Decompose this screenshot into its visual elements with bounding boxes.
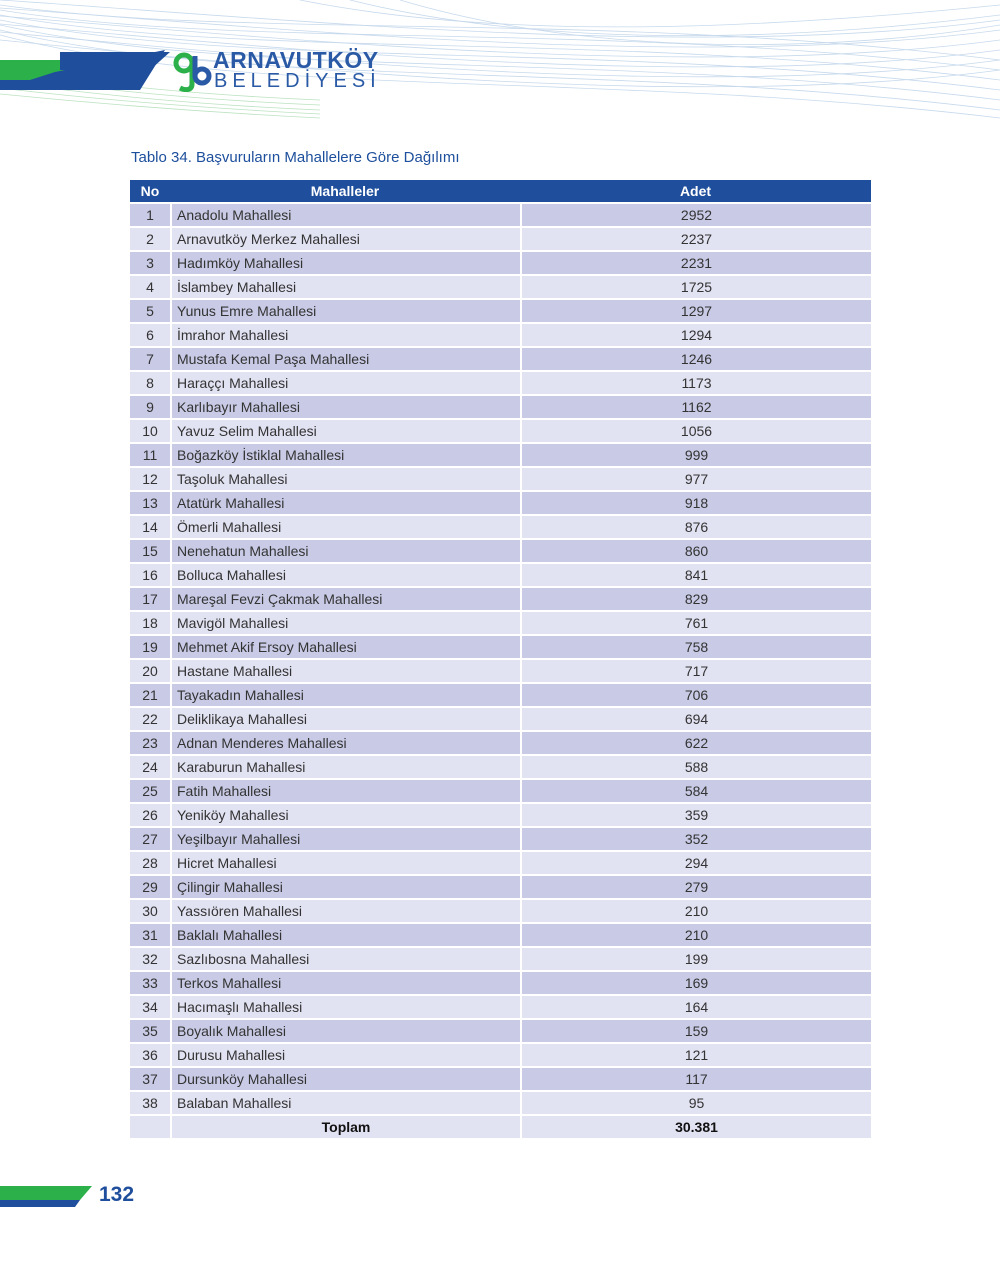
table-row xyxy=(130,442,871,466)
table-row xyxy=(130,946,871,970)
row-number: 25 xyxy=(130,778,170,802)
application-count: 352 xyxy=(520,826,871,850)
application-count: 758 xyxy=(520,634,871,658)
neighborhood-table xyxy=(130,180,871,1138)
row-number: 17 xyxy=(130,586,170,610)
row-number: 5 xyxy=(130,298,170,322)
logo-subtitle: BELEDİYESİ xyxy=(214,70,381,92)
table-row xyxy=(130,1018,871,1042)
table-caption: Tablo 34. Başvuruların Mahallelere Göre Dağılımı xyxy=(131,149,460,166)
table-row xyxy=(130,730,871,754)
row-number: 9 xyxy=(130,394,170,418)
logo-name: ARNAVUTKÖY xyxy=(213,47,379,73)
row-number: 13 xyxy=(130,490,170,514)
application-count: 164 xyxy=(520,994,871,1018)
row-number: 37 xyxy=(130,1066,170,1090)
neighborhood-name: Karaburun Mahallesi xyxy=(170,754,520,778)
row-number: 33 xyxy=(130,970,170,994)
neighborhood-name: Çilingir Mahallesi xyxy=(170,874,520,898)
row-number: 34 xyxy=(130,994,170,1018)
table-row xyxy=(130,994,871,1018)
neighborhood-name: Yassıören Mahallesi xyxy=(170,898,520,922)
table-header-row xyxy=(130,180,871,202)
neighborhood-name: Baklalı Mahallesi xyxy=(170,922,520,946)
neighborhood-name: Boğazköy İstiklal Mahallesi xyxy=(170,442,520,466)
row-number: 21 xyxy=(130,682,170,706)
application-count: 210 xyxy=(520,898,871,922)
table-row xyxy=(130,682,871,706)
row-number: 28 xyxy=(130,850,170,874)
footer-stripes xyxy=(0,1186,95,1208)
header-neighborhoods: Mahalleler xyxy=(170,180,520,202)
table-row xyxy=(130,322,871,346)
row-number: 26 xyxy=(130,802,170,826)
row-number: 15 xyxy=(130,538,170,562)
neighborhood-name: Balaban Mahallesi xyxy=(170,1090,520,1114)
application-count: 876 xyxy=(520,514,871,538)
application-count: 841 xyxy=(520,562,871,586)
neighborhood-name: Ömerli Mahallesi xyxy=(170,514,520,538)
neighborhood-name: Adnan Menderes Mahallesi xyxy=(170,730,520,754)
application-count: 2952 xyxy=(520,202,871,226)
table-row xyxy=(130,1090,871,1114)
neighborhood-name: Mehmet Akif Ersoy Mahallesi xyxy=(170,634,520,658)
row-number: 27 xyxy=(130,826,170,850)
neighborhood-name: Boyalık Mahallesi xyxy=(170,1018,520,1042)
neighborhood-name: Dursunköy Mahallesi xyxy=(170,1066,520,1090)
row-number: 1 xyxy=(130,202,170,226)
neighborhood-name: Atatürk Mahallesi xyxy=(170,490,520,514)
neighborhood-name: Karlıbayır Mahallesi xyxy=(170,394,520,418)
row-number: 3 xyxy=(130,250,170,274)
neighborhood-name: Mavigöl Mahallesi xyxy=(170,610,520,634)
application-count: 706 xyxy=(520,682,871,706)
neighborhood-name: Fatih Mahallesi xyxy=(170,778,520,802)
application-count: 169 xyxy=(520,970,871,994)
row-number: 16 xyxy=(130,562,170,586)
neighborhood-name: Deliklikaya Mahallesi xyxy=(170,706,520,730)
table-row xyxy=(130,370,871,394)
row-number: 12 xyxy=(130,466,170,490)
row-number: 35 xyxy=(130,1018,170,1042)
table-row xyxy=(130,250,871,274)
table-row xyxy=(130,538,871,562)
table-row xyxy=(130,754,871,778)
row-number: 38 xyxy=(130,1090,170,1114)
application-count: 761 xyxy=(520,610,871,634)
neighborhood-name: Nenehatun Mahallesi xyxy=(170,538,520,562)
neighborhood-name: Hadımköy Mahallesi xyxy=(170,250,520,274)
neighborhood-name: Hacımaşlı Mahallesi xyxy=(170,994,520,1018)
table-row xyxy=(130,466,871,490)
total-row xyxy=(130,1114,871,1138)
application-count: 918 xyxy=(520,490,871,514)
row-number: 36 xyxy=(130,1042,170,1066)
row-number: 8 xyxy=(130,370,170,394)
total-value: 30.381 xyxy=(520,1114,871,1138)
application-count: 588 xyxy=(520,754,871,778)
application-count: 977 xyxy=(520,466,871,490)
application-count: 1246 xyxy=(520,346,871,370)
table-row xyxy=(130,1042,871,1066)
application-count: 95 xyxy=(520,1090,871,1114)
neighborhood-name: Hicret Mahallesi xyxy=(170,850,520,874)
neighborhood-name: Yeşilbayır Mahallesi xyxy=(170,826,520,850)
table-row xyxy=(130,346,871,370)
neighborhood-name: Arnavutköy Merkez Mahallesi xyxy=(170,226,520,250)
table-row xyxy=(130,514,871,538)
total-no-cell xyxy=(130,1114,170,1138)
table-row xyxy=(130,1066,871,1090)
neighborhood-name: Bolluca Mahallesi xyxy=(170,562,520,586)
row-number: 6 xyxy=(130,322,170,346)
table-row xyxy=(130,634,871,658)
table-row xyxy=(130,562,871,586)
neighborhood-name: Taşoluk Mahallesi xyxy=(170,466,520,490)
row-number: 20 xyxy=(130,658,170,682)
row-number: 24 xyxy=(130,754,170,778)
table-row xyxy=(130,298,871,322)
row-number: 11 xyxy=(130,442,170,466)
table-row xyxy=(130,394,871,418)
neighborhood-name: Anadolu Mahallesi xyxy=(170,202,520,226)
application-count: 1162 xyxy=(520,394,871,418)
application-count: 2237 xyxy=(520,226,871,250)
application-count: 1294 xyxy=(520,322,871,346)
application-count: 359 xyxy=(520,802,871,826)
neighborhood-name: Haraççı Mahallesi xyxy=(170,370,520,394)
application-count: 622 xyxy=(520,730,871,754)
neighborhood-name: Terkos Mahallesi xyxy=(170,970,520,994)
row-number: 22 xyxy=(130,706,170,730)
application-count: 1725 xyxy=(520,274,871,298)
neighborhood-name: Yeniköy Mahallesi xyxy=(170,802,520,826)
table-row xyxy=(130,898,871,922)
row-number: 10 xyxy=(130,418,170,442)
header-line-art xyxy=(0,0,1000,125)
table-row xyxy=(130,658,871,682)
row-number: 29 xyxy=(130,874,170,898)
row-number: 31 xyxy=(130,922,170,946)
table-row xyxy=(130,226,871,250)
row-number: 2 xyxy=(130,226,170,250)
table-row xyxy=(130,610,871,634)
application-count: 121 xyxy=(520,1042,871,1066)
table-row xyxy=(130,874,871,898)
table-row xyxy=(130,802,871,826)
table-row xyxy=(130,970,871,994)
table-row xyxy=(130,826,871,850)
application-count: 117 xyxy=(520,1066,871,1090)
row-number: 18 xyxy=(130,610,170,634)
application-count: 1056 xyxy=(520,418,871,442)
row-number: 32 xyxy=(130,946,170,970)
application-count: 294 xyxy=(520,850,871,874)
application-count: 860 xyxy=(520,538,871,562)
neighborhood-name: Sazlıbosna Mahallesi xyxy=(170,946,520,970)
application-count: 199 xyxy=(520,946,871,970)
neighborhood-name: Durusu Mahallesi xyxy=(170,1042,520,1066)
application-count: 717 xyxy=(520,658,871,682)
application-count: 999 xyxy=(520,442,871,466)
neighborhood-name: Hastane Mahallesi xyxy=(170,658,520,682)
page-number: 132 xyxy=(99,1183,135,1206)
table-row xyxy=(130,274,871,298)
row-number: 19 xyxy=(130,634,170,658)
application-count: 1297 xyxy=(520,298,871,322)
neighborhood-name: Mustafa Kemal Paşa Mahallesi xyxy=(170,346,520,370)
table-row xyxy=(130,706,871,730)
table-row xyxy=(130,850,871,874)
table-row xyxy=(130,418,871,442)
row-number: 7 xyxy=(130,346,170,370)
table-row xyxy=(130,490,871,514)
header-count: Adet xyxy=(520,180,871,202)
application-count: 1173 xyxy=(520,370,871,394)
neighborhood-name: Tayakadın Mahallesi xyxy=(170,682,520,706)
municipality-logo xyxy=(172,48,212,92)
table-row xyxy=(130,778,871,802)
row-number: 30 xyxy=(130,898,170,922)
row-number: 14 xyxy=(130,514,170,538)
neighborhood-name: Mareşal Fevzi Çakmak Mahallesi xyxy=(170,586,520,610)
application-count: 159 xyxy=(520,1018,871,1042)
neighborhood-name: İslambey Mahallesi xyxy=(170,274,520,298)
neighborhood-name: Yavuz Selim Mahallesi xyxy=(170,418,520,442)
application-count: 694 xyxy=(520,706,871,730)
application-count: 210 xyxy=(520,922,871,946)
row-number: 23 xyxy=(130,730,170,754)
table-body xyxy=(130,202,871,1114)
table-row xyxy=(130,922,871,946)
table-row xyxy=(130,202,871,226)
table-row xyxy=(130,586,871,610)
row-number: 4 xyxy=(130,274,170,298)
application-count: 279 xyxy=(520,874,871,898)
application-count: 2231 xyxy=(520,250,871,274)
header-no: No xyxy=(130,180,170,202)
neighborhood-name: Yunus Emre Mahallesi xyxy=(170,298,520,322)
application-count: 584 xyxy=(520,778,871,802)
total-label: Toplam xyxy=(170,1114,520,1138)
application-count: 829 xyxy=(520,586,871,610)
neighborhood-name: İmrahor Mahallesi xyxy=(170,322,520,346)
